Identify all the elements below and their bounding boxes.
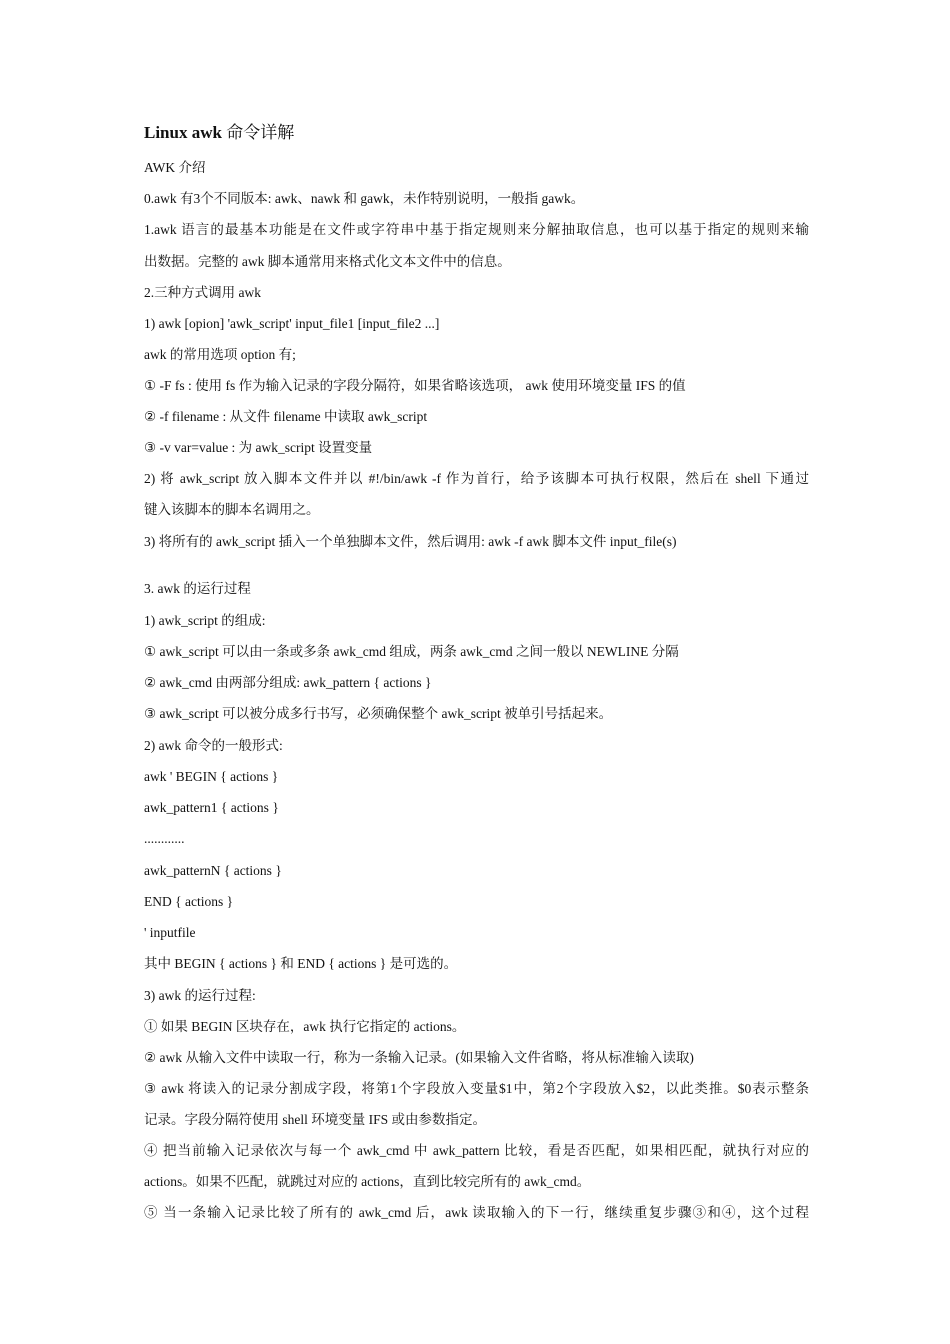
text-line: ③ awk_script 可以被分成多行书写，必须确保整个 awk_script 被单引号括起来。	[144, 706, 613, 721]
code-line: awk ' BEGIN { actions }	[144, 769, 279, 784]
code-line: ' inputfile	[144, 925, 196, 940]
page-title	[144, 121, 809, 145]
text-line: 记录。字段分隔符使用 shell 环境变量 IFS 或由参数指定。	[144, 1112, 487, 1127]
text-line: ① awk_script 可以由一条或多条 awk_cmd 组成，两条 awk_cmd 之间一般以 NEWLINE 分隔	[144, 644, 679, 659]
text-line: ③ -v var=value : 为 awk_script 设置变量	[144, 440, 373, 455]
text-line: ⑤ 当一条输入记录比较了所有的 awk_cmd 后，awk 读取输入的下一行，继续重复步骤③和④，这个过程	[144, 1205, 809, 1220]
text-line: ① 如果 BEGIN 区块存在，awk 执行它指定的 actions。	[144, 1019, 466, 1034]
section-heading: 3. awk 的运行过程	[144, 581, 251, 596]
title-bold: Linux awk	[144, 123, 222, 142]
text-line: 2) awk 命令的一般形式:	[144, 738, 283, 753]
text-line: ② -f filename : 从文件 filename 中读取 awk_script	[144, 409, 428, 424]
text-line: ④ 把当前输入记录依次与每一个 awk_cmd 中 awk_pattern 比较，看是否匹配，如果相匹配，就执行对应的	[144, 1143, 809, 1158]
text-line: actions。如果不匹配，就跳过对应的 actions，直到比较完所有的 awk_cmd。	[144, 1174, 591, 1189]
text-line: 3) 将所有的 awk_script 插入一个单独脚本文件，然后调用: awk -f awk 脚本文件 input_file(s)	[144, 534, 677, 549]
text-line: 3) awk 的运行过程:	[144, 988, 256, 1003]
text-line: ② awk 从输入文件中读取一行，称为一条输入记录。(如果输入文件省略，将从标准输入读取)	[144, 1050, 694, 1065]
text-line: 0.awk 有3个不同版本: awk、nawk 和 gawk，未作特别说明，一般指 gawk。	[144, 191, 585, 206]
text-line: 2.三种方式调用 awk	[144, 285, 261, 300]
text-line: 其中 BEGIN { actions } 和 END { actions } 是可选的。	[144, 956, 458, 971]
code-line: ............	[144, 831, 185, 846]
text-line: awk 的常用选项 option 有;	[144, 347, 296, 362]
code-line: awk_patternN { actions }	[144, 863, 282, 878]
text-line: 1.awk 语言的最基本功能是在文件或字符串中基于指定规则来分解抽取信息，也可以基于指定的规则来输	[144, 222, 809, 237]
text-line: ② awk_cmd 由两部分组成: awk_pattern { actions }	[144, 675, 432, 690]
text-line: AWK 介绍	[144, 160, 206, 175]
text-line: ① -F fs : 使用 fs 作为输入记录的字段分隔符，如果省略该选项， awk 使用环境变量 IFS 的值	[144, 378, 686, 393]
text-line: 键入该脚本的脚本名调用之。	[144, 502, 320, 517]
text-line: 1) awk_script 的组成:	[144, 613, 266, 628]
title-rest: 命令详解	[221, 123, 295, 142]
text-line: ③ awk 将读入的记录分割成字段，将第1个字段放入变量$1中，第2个字段放入$2，以此类推。$0表示整条	[144, 1081, 809, 1096]
text-line: 出数据。完整的 awk 脚本通常用来格式化文本文件中的信息。	[144, 254, 511, 269]
code-line: awk_pattern1 { actions }	[144, 800, 279, 815]
text-line: 2) 将 awk_script 放入脚本文件并以 #!/bin/awk -f 作为首行，给予该脚本可执行权限，然后在 shell 下通过	[144, 471, 809, 486]
code-line: END { actions }	[144, 894, 234, 909]
text-line: 1) awk [opion] 'awk_script' input_file1 [input_file2 ...]	[144, 316, 440, 331]
